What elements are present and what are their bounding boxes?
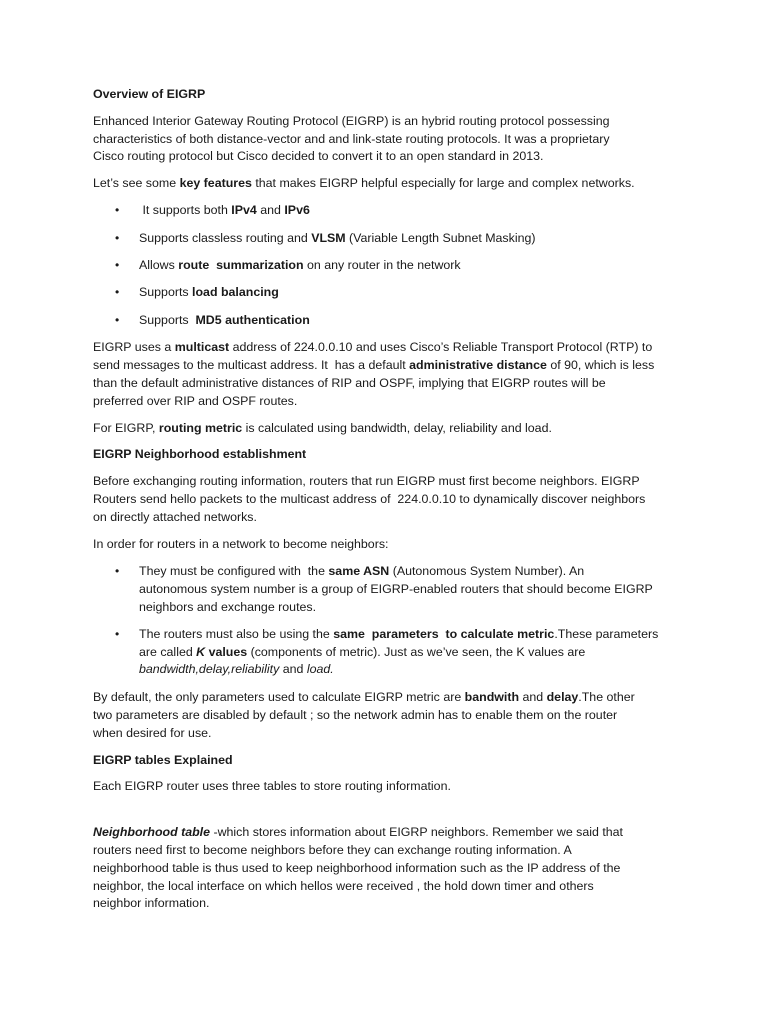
bold-run: VLSM — [311, 230, 346, 245]
text-run: Routers send hello packets to the multicast address of 224.0.0.10 to dynamically discover neighbors — [93, 492, 646, 507]
key-features-paragraph — [93, 175, 679, 193]
list-item — [93, 202, 679, 220]
text-run: of 90, which is less — [546, 358, 655, 373]
text-run: Supports — [139, 312, 196, 327]
features-list — [93, 202, 679, 329]
bold-run: IPv4 — [231, 203, 257, 218]
text-run: By default, the only parameters used to calculate EIGRP metric are — [93, 690, 465, 705]
bold-italic-run: K — [196, 644, 206, 659]
heading-overview: Overview of EIGRP — [93, 87, 206, 101]
in-order-paragraph: In order for routers in a network to become neighbors: — [93, 536, 389, 551]
bullet-icon: • — [115, 258, 120, 273]
metric-paragraph — [93, 420, 679, 438]
bold-run: values — [205, 644, 248, 659]
bold-run: multicast — [174, 340, 230, 355]
text-run: .These parameters — [554, 626, 659, 641]
text-run: Allows — [139, 258, 179, 273]
list-item — [93, 312, 679, 330]
document-body — [93, 86, 679, 913]
list-item — [93, 284, 679, 302]
multicast-paragraph — [93, 339, 679, 410]
text-run: (Variable Length Subnet Masking) — [345, 230, 536, 245]
bullet-icon: • — [115, 285, 120, 300]
bullet-icon: • — [115, 203, 120, 218]
italic-run: load. — [306, 662, 334, 677]
text-run: (components of metric). Just as we’ve seen, the K values are — [247, 644, 586, 659]
bold-run: delay — [546, 690, 579, 705]
list-item — [93, 257, 679, 275]
bullet-icon: • — [115, 626, 120, 641]
bold-run: load balancing — [192, 285, 279, 300]
text-run: EIGRP uses a — [93, 340, 175, 355]
text-run: neighbor information. — [93, 896, 210, 911]
text-run: are called — [139, 644, 197, 659]
text-run: The routers must also be using the — [139, 626, 334, 641]
bold-run: administrative distance — [409, 358, 547, 373]
text-run: is calculated using bandwidth, delay, reliability and load. — [242, 420, 552, 435]
bullet-icon: • — [115, 230, 120, 245]
text-run: They must be configured with the — [139, 563, 329, 578]
text-run: when desired for use. — [93, 725, 212, 740]
text-run: send messages to the multicast address. It has a default — [93, 358, 410, 373]
neighborhood-table-paragraph — [93, 824, 679, 913]
intro-line: Cisco routing protocol but Cisco decided to convert it to an open standard in 2013. — [93, 149, 544, 164]
text-run: on directly attached networks. — [93, 509, 257, 524]
text-run: -which stores information about EIGRP neighbors. Remember we said that — [210, 825, 624, 840]
bullet-icon: • — [115, 563, 120, 578]
bold-run: route summarization — [178, 258, 304, 273]
list-item — [93, 626, 679, 679]
text-run: and — [256, 203, 285, 218]
bold-italic-run: Neighborhood table — [93, 825, 211, 840]
default-paragraph — [93, 689, 679, 742]
italic-run: bandwidth,delay,reliability — [139, 662, 280, 677]
text-run: Supports — [139, 285, 193, 300]
text-run: For EIGRP, — [93, 420, 159, 435]
bold-run: bandwith — [464, 690, 520, 705]
text-run: .The other — [578, 690, 635, 705]
bold-run: MD5 authentication — [195, 312, 310, 327]
list-item — [93, 230, 679, 248]
requirements-list — [93, 563, 679, 679]
list-item — [93, 563, 679, 616]
text-run: address of 224.0.0.10 and uses Cisco’s Reliable Transport Protocol (RTP) to — [229, 340, 653, 355]
heading-tables: EIGRP tables Explained — [93, 752, 233, 767]
text-run: preferred over RIP and OSPF routes. — [93, 393, 298, 408]
intro-paragraph — [93, 113, 679, 166]
heading-neighborhood: EIGRP Neighborhood establishment — [93, 447, 307, 462]
text-run: neighbors and exchange routes. — [139, 599, 317, 614]
bold-run: routing metric — [158, 420, 243, 435]
neighbor-paragraph — [93, 473, 679, 526]
text-run: than the default administrative distances of RIP and OSPF, implying that EIGRP routes will be — [93, 376, 606, 391]
text-run: neighbor, the local interface on which hellos were received , the hold down timer and others — [93, 878, 594, 893]
tables-intro-paragraph: Each EIGRP router uses three tables to store routing information. — [93, 779, 451, 794]
text-run: two parameters are disabled by default ; so the network admin has to enable them on the router — [93, 708, 618, 723]
text-run: on any router in the network — [303, 258, 461, 273]
intro-line: Enhanced Interior Gateway Routing Protocol (EIGRP) is an hybrid routing protocol possessing — [93, 113, 610, 128]
text-run: It supports both — [139, 203, 232, 218]
text-run: Supports classless routing and — [139, 230, 312, 245]
text-run: and — [519, 690, 547, 705]
text-run: Before exchanging routing information, routers that run EIGRP must first become neighbors. EIGRP — [93, 474, 640, 489]
bold-run: IPv6 — [284, 203, 310, 218]
text-run: and — [279, 662, 307, 677]
bullet-icon: • — [115, 312, 120, 327]
bold-run: same parameters to calculate metric — [333, 626, 555, 641]
intro-line: characteristics of both distance-vector and and link-state routing protocols. It was a proprietary — [93, 131, 610, 146]
text-run: that makes EIGRP helpful especially for large and complex networks. — [251, 176, 635, 191]
bold-run: key features — [179, 176, 252, 191]
text-run: (Autonomous System Number). An — [389, 563, 585, 578]
text-run: Let’s see some — [93, 176, 180, 191]
text-run: routers need first to become neighbors before they can exchange routing information. A — [93, 843, 572, 857]
text-run: autonomous system number is a group of EIGRP-enabled routers that should become EIGRP — [139, 581, 653, 596]
bold-run: same ASN — [328, 563, 390, 578]
text-run: neighborhood table is thus used to keep neighborhood information such as the IP address of the — [93, 860, 621, 875]
